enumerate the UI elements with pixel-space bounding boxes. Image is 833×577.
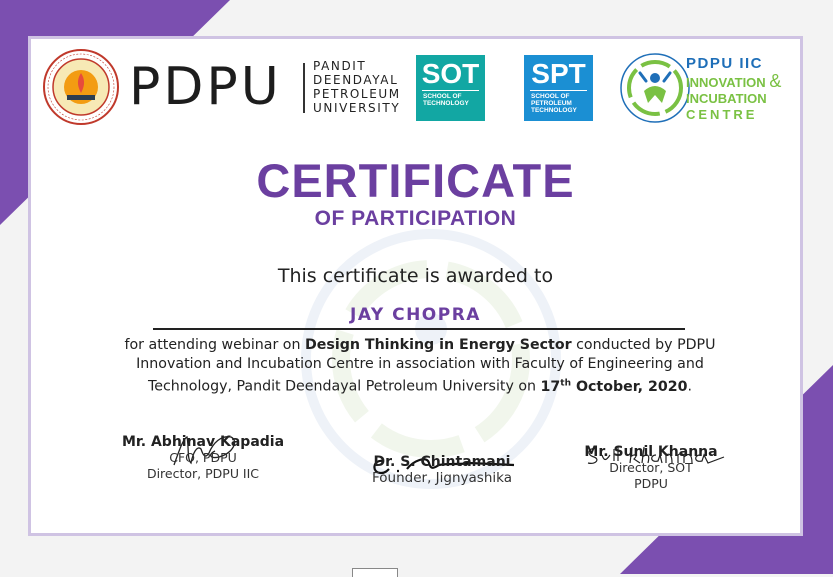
certificate-body: for attending webinar on Design Thinking in Energy Sector conducted by PDPU Innovation and Incubation Centre in association with Faculty of Engineering and Technology, Pandit Deendayal Petroleum University on 17th October, 2020. xyxy=(124,337,716,395)
signatory-s-chintamani: Dr. S. Chintamani Founder, Jignyashika xyxy=(372,454,512,486)
pdpu-wordmark: PDPU xyxy=(129,57,282,117)
certificate-title: CERTIFICATE xyxy=(256,154,575,207)
iic-wordmark: PDPU IIC INNOVATION & INCUBATION CENTRE xyxy=(686,55,782,122)
recipient-name: JAY CHOPRA xyxy=(350,305,481,325)
iic-emblem-logo xyxy=(618,51,692,125)
certificate xyxy=(28,36,803,536)
name-underline xyxy=(153,328,685,330)
university-name: PANDIT DEENDAYAL PETROLEUM UNIVERSITY xyxy=(313,59,401,115)
pdpu-seal-logo xyxy=(43,49,119,125)
certificate-subtitle: OF PARTICIPATION xyxy=(314,207,517,230)
divider xyxy=(303,63,305,113)
page-tab-marker xyxy=(352,568,398,577)
spt-logo: SPT SCHOOL OF PETROLEUM TECHNOLOGY xyxy=(524,55,593,121)
signatory-abhinav-kapadia: Mr. Abhinav Kapadia CFO, PDPU Director, PDPU IIC xyxy=(121,434,285,481)
awarded-text: This certificate is awarded to xyxy=(277,265,554,287)
sot-logo: SOT SCHOOL OF TECHNOLOGY xyxy=(416,55,485,121)
signatory-sunil-khanna: Mr. Sunil Khanna Director, SOT PDPU xyxy=(584,444,718,491)
